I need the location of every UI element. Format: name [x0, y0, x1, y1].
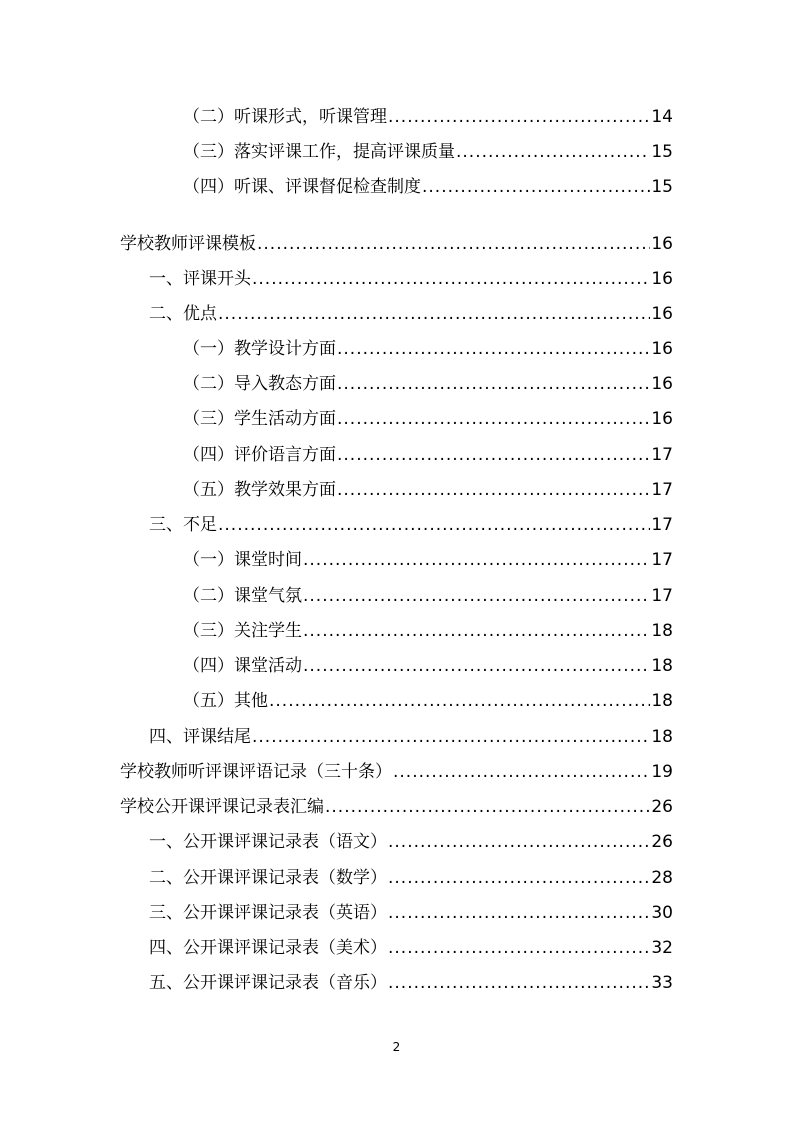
- toc-entry-page: 26: [651, 797, 673, 817]
- toc-entry-title: （四）听课、评课督促检查制度: [183, 177, 421, 197]
- toc-dot-leader: [337, 442, 650, 468]
- toc-entry[interactable]: [149, 865, 673, 891]
- toc-entry-title: （五）教学效果方面: [183, 480, 336, 500]
- toc-entry-page: 32: [651, 938, 673, 958]
- toc-dot-leader: [218, 512, 650, 538]
- toc-entry-page: 18: [651, 621, 673, 641]
- toc-dot-leader: [388, 970, 650, 996]
- toc-entry-title: （一）教学设计方面: [183, 339, 336, 359]
- toc-entry[interactable]: [183, 139, 673, 165]
- toc-dot-leader: [303, 583, 650, 609]
- toc-entry-title: 三、不足: [149, 515, 217, 535]
- toc-entry[interactable]: [149, 301, 673, 327]
- toc-entry-page: 16: [651, 304, 673, 324]
- toc-entry[interactable]: [149, 829, 673, 855]
- toc-entry[interactable]: [183, 371, 673, 397]
- toc-entry-title: （二）课堂气氛: [183, 586, 302, 606]
- toc-entry[interactable]: [120, 759, 673, 785]
- toc-dot-leader: [303, 653, 650, 679]
- toc-entry-page: 16: [651, 234, 673, 254]
- toc-entry[interactable]: [149, 900, 673, 926]
- toc-dot-leader: [388, 900, 650, 926]
- toc-entry-title: 一、公开课评课记录表（语文）: [149, 832, 387, 852]
- toc-entry-title: （二）导入教态方面: [183, 374, 336, 394]
- toc-entry-page: 18: [651, 656, 673, 676]
- toc-dot-leader: [325, 794, 650, 820]
- toc-dot-leader: [337, 371, 650, 397]
- toc-entry[interactable]: [183, 174, 673, 200]
- toc-entry-page: 18: [651, 691, 673, 711]
- toc-entry-title: 学校教师听评课评语记录（三十条）: [120, 762, 392, 782]
- toc-dot-leader: [303, 618, 650, 644]
- toc-entry-title: 四、评课结尾: [149, 727, 251, 747]
- toc-dot-leader: [218, 301, 650, 327]
- toc-entry-title: （三）落实评课工作，提高评课质量: [183, 142, 455, 162]
- toc-dot-leader: [269, 688, 650, 714]
- toc-entry[interactable]: [149, 935, 673, 961]
- toc-dot-leader: [303, 547, 650, 573]
- toc-dot-leader: [422, 174, 650, 200]
- toc-entry-page: 16: [651, 374, 673, 394]
- toc-entry[interactable]: [149, 512, 673, 538]
- toc-dot-leader: [252, 266, 650, 292]
- toc-entry-title: 二、公开课评课记录表（数学）: [149, 868, 387, 888]
- toc-entry-title: （四）课堂活动: [183, 656, 302, 676]
- toc-entry-page: 15: [651, 177, 673, 197]
- toc-entry-title: 三、公开课评课记录表（英语）: [149, 903, 387, 923]
- toc-entry-page: 33: [651, 973, 673, 993]
- page-number: 2: [392, 1040, 401, 1054]
- toc-entry-page: 16: [651, 269, 673, 289]
- toc-dot-leader: [337, 406, 650, 432]
- toc-entry[interactable]: [183, 477, 673, 503]
- toc-dot-leader: [252, 724, 650, 750]
- toc-entry-page: 17: [651, 586, 673, 606]
- toc-dot-leader: [388, 935, 650, 961]
- toc-entry-title: 五、公开课评课记录表（音乐）: [149, 973, 387, 993]
- toc-entry-title: 学校公开课评课记录表汇编: [120, 797, 324, 817]
- toc-entry-title: （五）其他: [183, 691, 268, 711]
- toc-dot-leader: [388, 865, 650, 891]
- toc-entry-page: 17: [651, 515, 673, 535]
- toc-dot-leader: [393, 759, 650, 785]
- toc-dot-leader: [456, 139, 650, 165]
- toc-entry[interactable]: [149, 970, 673, 996]
- toc-entry[interactable]: [183, 104, 673, 130]
- toc-entry-page: 17: [651, 480, 673, 500]
- toc-entry-page: 17: [651, 445, 673, 465]
- toc-entry[interactable]: [120, 231, 673, 257]
- toc-entry[interactable]: [183, 336, 673, 362]
- toc-entry[interactable]: [183, 547, 673, 573]
- toc-entry[interactable]: [183, 442, 673, 468]
- toc-dot-leader: [257, 231, 650, 257]
- toc-entry-title: 学校教师评课模板: [120, 234, 256, 254]
- toc-entry-page: 30: [651, 903, 673, 923]
- toc-dot-leader: [337, 336, 650, 362]
- toc-entry-title: 一、评课开头: [149, 269, 251, 289]
- toc-entry-page: 28: [651, 868, 673, 888]
- toc-entry-title: （四）评价语言方面: [183, 445, 336, 465]
- toc-entry[interactable]: [120, 794, 673, 820]
- toc-entry[interactable]: [183, 618, 673, 644]
- toc-entry[interactable]: [183, 583, 673, 609]
- toc-entry[interactable]: [149, 724, 673, 750]
- toc-entry-page: 14: [651, 107, 673, 127]
- toc-entry-title: 二、优点: [149, 304, 217, 324]
- toc-dot-leader: [388, 829, 650, 855]
- toc-entry[interactable]: [183, 653, 673, 679]
- toc-entry[interactable]: [183, 688, 673, 714]
- toc-entry-title: （三）关注学生: [183, 621, 302, 641]
- toc-entry-page: 15: [651, 142, 673, 162]
- toc-entry-title: （三）学生活动方面: [183, 409, 336, 429]
- toc-entry-page: 16: [651, 339, 673, 359]
- toc-entry-page: 19: [651, 762, 673, 782]
- toc-entry-page: 17: [651, 550, 673, 570]
- toc-entry-title: （一）课堂时间: [183, 550, 302, 570]
- toc-entry-page: 26: [651, 832, 673, 852]
- toc-entry-title: （二）听课形式，听课管理: [183, 107, 387, 127]
- toc-dot-leader: [388, 104, 650, 130]
- toc-entry-page: 18: [651, 727, 673, 747]
- toc-entry-page: 16: [651, 409, 673, 429]
- toc-entry[interactable]: [183, 406, 673, 432]
- toc-entry[interactable]: [149, 266, 673, 292]
- toc-entry-title: 四、公开课评课记录表（美术）: [149, 938, 387, 958]
- toc-dot-leader: [337, 477, 650, 503]
